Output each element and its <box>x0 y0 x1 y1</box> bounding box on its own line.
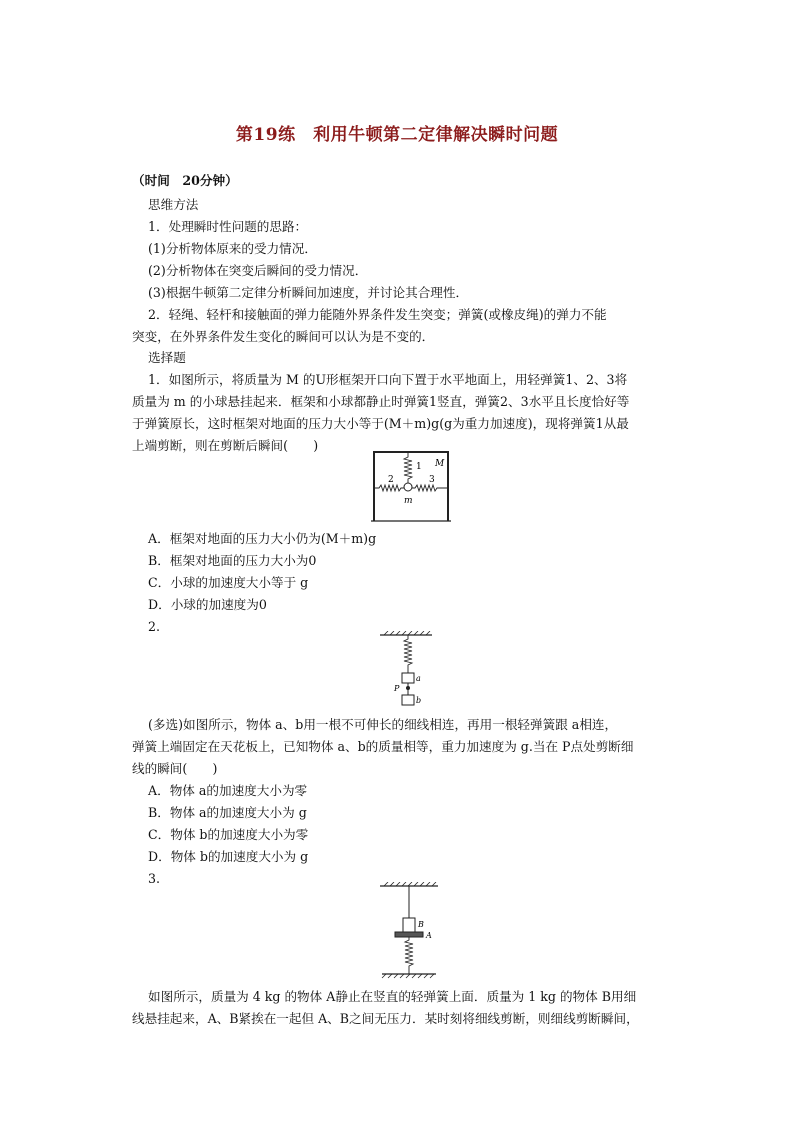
q1-option-d: D．小球的加速度为0 <box>148 597 267 612</box>
q1-line-3: 于弹簧原长，这时框架对地面的压力大小等于(M＋m)g(g为重力加速度)，现将弹簧1从最 <box>132 416 629 431</box>
q1-line-4: 上端剪断，则在剪断后瞬间( ) <box>132 438 319 453</box>
q1-line-2: 质量为 m 的小球悬挂起来．框架和小球都静止时弹簧1竖直，弹簧2、3水平且长度恰好等 <box>132 394 630 409</box>
q2-line-2: 弹簧上端固定在天花板上，已知物体 a、b的质量相等，重力加速度为 g.当在 P点处剪断细 <box>132 739 634 754</box>
q2-number: 2. <box>148 619 161 634</box>
method-line-6: 突变，在外界条件发生变化的瞬间可以认为是不变的． <box>132 329 435 344</box>
q1-fig-label-3: 3 <box>429 475 435 485</box>
page-title: 第19练 利用牛顿第二定律解决瞬时问题 <box>235 125 559 145</box>
q3-line-2: 线悬挂起来，A、B紧挨在一起但 A、B之间无压力．某时刻将细线剪断，则细线剪断瞬间， <box>132 1011 639 1026</box>
q1-fig-label-2: 2 <box>388 475 394 485</box>
q1-fig-label-m: m <box>404 496 413 506</box>
method-line-4: (3)根据牛顿第二定律分析瞬间加速度，并讨论其合理性． <box>148 285 469 300</box>
q1-fig-label-1: 1 <box>416 462 422 472</box>
q2-option-d: D．物体 b的加速度大小为 g <box>148 849 309 864</box>
q2-line-3: 线的瞬间( ) <box>132 761 218 776</box>
method-line-5: 2．轻绳、轻杆和接触面的弹力能随外界条件发生突变；弹簧(或橡皮绳)的弹力不能 <box>148 307 607 322</box>
q1-figure <box>370 449 452 523</box>
q2-fig-label-a: a <box>416 674 421 683</box>
method-heading: 思维方法 <box>148 197 199 212</box>
q3-fig-label-A: A <box>426 931 432 940</box>
q1-option-b: B．框架对地面的压力大小为0 <box>148 553 317 568</box>
q3-number: 3. <box>148 871 161 886</box>
q1-fig-label-M: M <box>435 459 445 469</box>
method-line-3: (2)分析物体在突变后瞬间的受力情况． <box>148 263 368 278</box>
q1-option-c: C．小球的加速度大小等于 g <box>148 575 309 590</box>
method-line-1: 1．处理瞬时性问题的思路： <box>148 219 308 234</box>
q2-option-b: B．物体 a的加速度大小为 g <box>148 805 307 820</box>
method-line-2: (1)分析物体原来的受力情况． <box>148 241 317 256</box>
q3-fig-label-B: B <box>418 920 424 929</box>
q3-line-1: 如图所示，质量为 4 kg 的物体 A静止在竖直的轻弹簧上面．质量为 1 kg 的物体 B用细 <box>148 989 637 1004</box>
q3-figure <box>378 882 442 980</box>
q2-fig-label-P: P <box>394 684 400 693</box>
time-note: （时间 20分钟） <box>132 173 238 188</box>
q2-option-a: A．物体 a的加速度大小为零 <box>148 783 308 798</box>
q2-figure <box>378 631 438 711</box>
q1-option-a: A．框架对地面的压力大小仍为(M＋m)g <box>148 531 377 546</box>
q2-fig-label-b: b <box>416 696 422 705</box>
q1-line-1: 1．如图所示，将质量为 M 的U形框架开口向下置于水平地面上，用轻弹簧1、2、3将 <box>148 372 628 387</box>
q2-line-1: (多选)如图所示，物体 a、b用一根不可伸长的细线相连，再用一根轻弹簧跟 a相连， <box>148 717 618 732</box>
q2-option-c: C．物体 b的加速度大小为零 <box>148 827 309 842</box>
section-heading: 选择题 <box>148 350 186 365</box>
